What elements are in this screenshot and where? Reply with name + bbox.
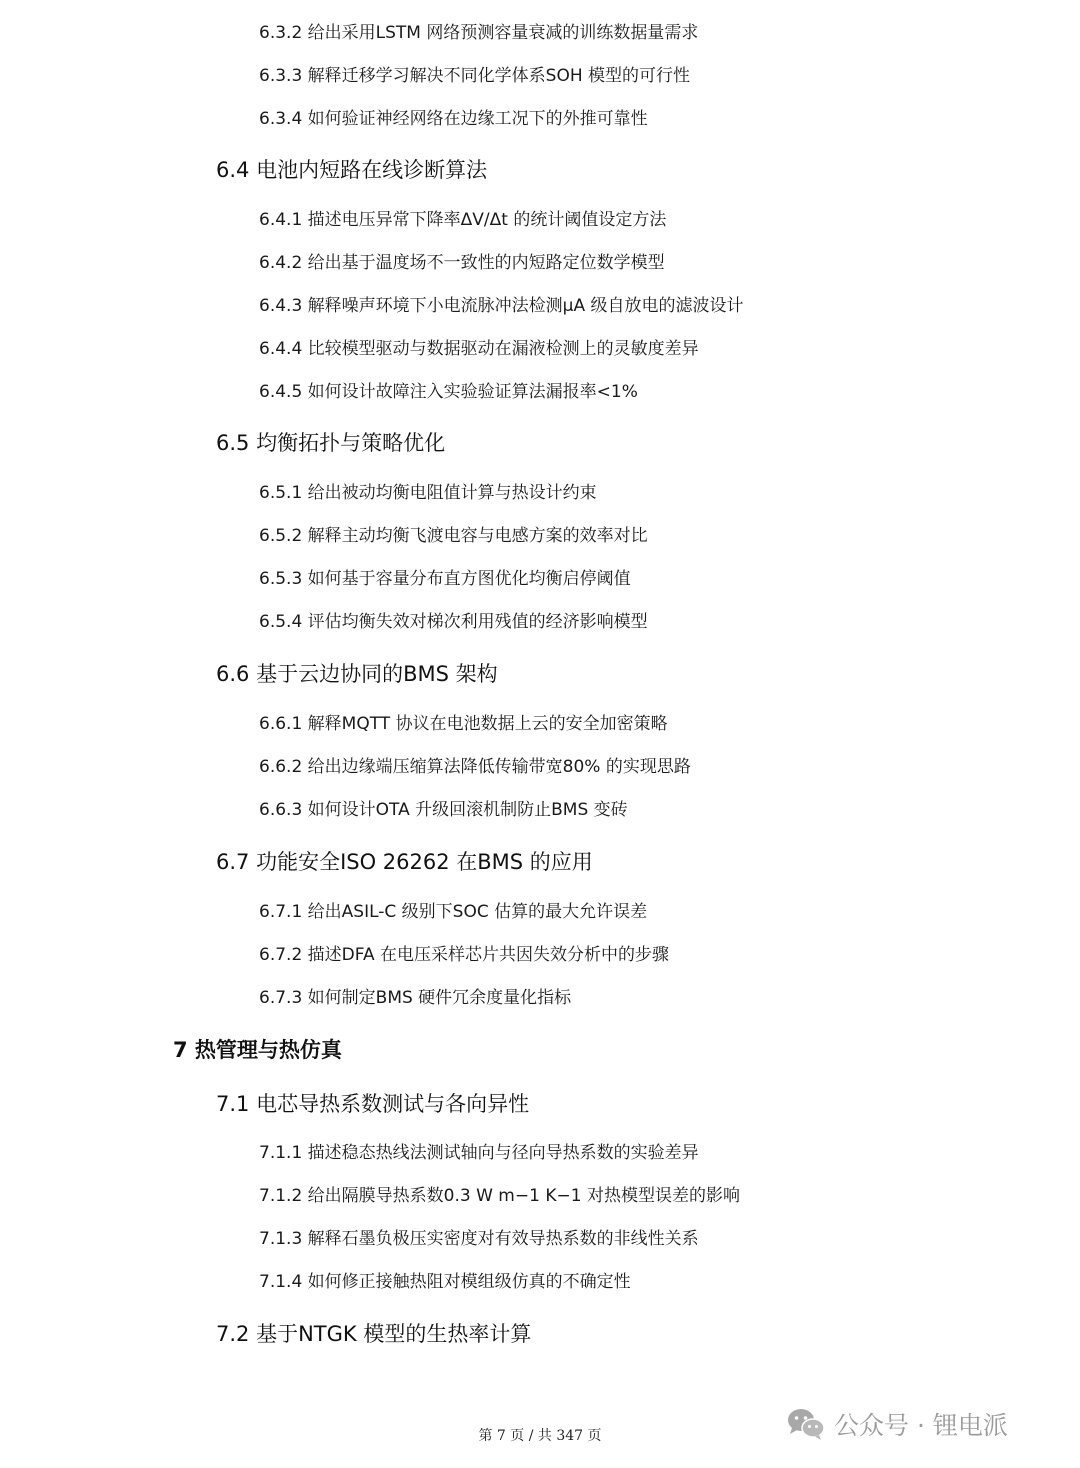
- watermark-text: 公众号 · 锂电派: [834, 1411, 1008, 1440]
- toc-entry-7-1-4: 7.1.4 如何修正接触热阻对模组级仿真的不确定性: [259, 1272, 631, 1292]
- toc-section-6-6: 6.6 基于云边协同的BMS 架构: [216, 662, 498, 686]
- toc-entry-6-6-2: 6.6.2 给出边缘端压缩算法降低传输带宽80% 的实现思路: [259, 757, 691, 777]
- toc-chapter-7: 7 热管理与热仿真: [173, 1038, 342, 1062]
- toc-section-6-7: 6.7 功能安全ISO 26262 在BMS 的应用: [216, 850, 593, 874]
- toc-entry-6-7-2: 6.7.2 描述DFA 在电压采样芯片共因失效分析中的步骤: [259, 945, 669, 965]
- toc-entry-6-7-3: 6.7.3 如何制定BMS 硬件冗余度量化指标: [259, 988, 572, 1008]
- toc-section-6-4: 6.4 电池内短路在线诊断算法: [216, 158, 488, 182]
- toc-entry-6-5-1: 6.5.1 给出被动均衡电阻值计算与热设计约束: [259, 483, 597, 503]
- toc-entry-6-7-1: 6.7.1 给出ASIL-C 级别下SOC 估算的最大允许误差: [259, 902, 648, 922]
- toc-entry-7-1-3: 7.1.3 解释石墨负极压实密度对有效导热系数的非线性关系: [259, 1229, 699, 1249]
- toc-entry-6-5-3: 6.5.3 如何基于容量分布直方图优化均衡启停阈值: [259, 569, 631, 589]
- page-number-footer: 第 7 页 / 共 347 页: [478, 1428, 602, 1444]
- toc-entry-6-4-5: 6.4.5 如何设计故障注入实验验证算法漏报率<1%: [259, 382, 638, 402]
- watermark: [786, 1404, 1008, 1444]
- toc-entry-7-1-1: 7.1.1 描述稳态热线法测试轴向与径向导热系数的实验差异: [259, 1143, 699, 1163]
- toc-entry-6-3-3: 6.3.3 解释迁移学习解决不同化学体系SOH 模型的可行性: [259, 66, 691, 86]
- toc-section-7-1: 7.1 电芯导热系数测试与各向异性: [216, 1092, 530, 1116]
- toc-entry-6-5-2: 6.5.2 解释主动均衡飞渡电容与电感方案的效率对比: [259, 526, 648, 546]
- toc-entry-7-1-2: 7.1.2 给出隔膜导热系数0.3 W m−1 K−1 对热模型误差的影响: [259, 1186, 740, 1206]
- toc-entry-6-4-4: 6.4.4 比较模型驱动与数据驱动在漏液检测上的灵敏度差异: [259, 339, 699, 359]
- toc-entry-6-3-4: 6.3.4 如何验证神经网络在边缘工况下的外推可靠性: [259, 109, 648, 129]
- toc-entry-6-6-1: 6.6.1 解释MQTT 协议在电池数据上云的安全加密策略: [259, 714, 668, 734]
- toc-entry-6-4-1: 6.4.1 描述电压异常下降率ΔV/Δt 的统计阈值设定方法: [259, 210, 667, 230]
- toc-entry-6-4-2: 6.4.2 给出基于温度场不一致性的内短路定位数学模型: [259, 253, 665, 273]
- toc-entry-6-5-4: 6.5.4 评估均衡失效对梯次利用残值的经济影响模型: [259, 612, 648, 632]
- wechat-icon: [786, 1407, 826, 1441]
- toc-entry-6-3-2: 6.3.2 给出采用LSTM 网络预测容量衰减的训练数据量需求: [259, 23, 699, 43]
- toc-section-6-5: 6.5 均衡拓扑与策略优化: [216, 431, 446, 455]
- toc-entry-6-4-3: 6.4.3 解释噪声环境下小电流脉冲法检测μA 级自放电的滤波设计: [259, 296, 744, 316]
- toc-section-7-2: 7.2 基于NTGK 模型的生热率计算: [216, 1322, 532, 1346]
- toc-entry-6-6-3: 6.6.3 如何设计OTA 升级回滚机制防止BMS 变砖: [259, 800, 628, 820]
